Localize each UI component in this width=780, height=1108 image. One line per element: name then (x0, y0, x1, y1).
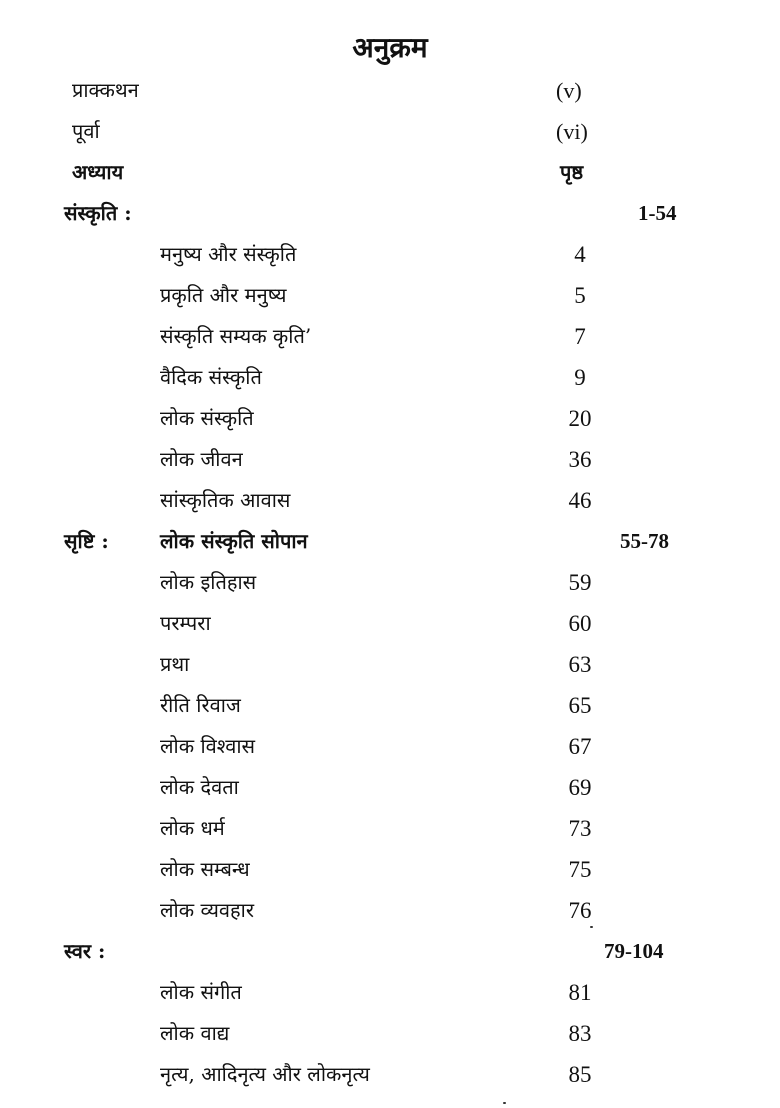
print-speck (503, 1102, 506, 1104)
toc-entry-row (0, 480, 780, 521)
toc-entry-page: 73 (568, 816, 592, 841)
front-matter-label: प्राक्कथन (72, 78, 139, 102)
toc-entry-label: सांस्कृतिक आवास (160, 488, 291, 512)
toc-entry-row (0, 398, 780, 439)
toc-entry-page: 4 (574, 242, 586, 267)
toc-entry-page: 76 (568, 898, 592, 923)
front-matter-row (0, 111, 780, 152)
toc-entry-page: 65 (568, 693, 592, 718)
front-matter-page: (vi) (556, 119, 588, 144)
chapter-column-header: अध्याय (72, 160, 124, 184)
toc-entry-row (0, 275, 780, 316)
toc-entry-label: लोक व्यवहार (160, 898, 254, 922)
toc-entry-label: नृत्य, आदिनृत्य और लोकनृत्य (160, 1062, 370, 1086)
section-page-range: 79-104 (604, 939, 664, 963)
section-page-range: 1-54 (638, 201, 677, 225)
section-row (0, 193, 780, 234)
toc-entry-page: 75 (568, 857, 592, 882)
toc-entry-page: 67 (568, 734, 592, 759)
toc-entry-row (0, 808, 780, 849)
toc-entry-label: परम्परा (160, 611, 211, 635)
toc-entry-label: वैदिक संस्कृति (160, 365, 262, 389)
toc-entry-row (0, 849, 780, 890)
front-matter-row (0, 70, 780, 111)
toc-entry-page: 81 (568, 980, 592, 1005)
toc-entry-row (0, 562, 780, 603)
toc-entry-row (0, 439, 780, 480)
section-row (0, 521, 780, 562)
toc-entry-page: 46 (568, 488, 592, 513)
toc-entry-row (0, 316, 780, 357)
front-matter-page: (v) (556, 78, 582, 103)
toc-entry-label: लोक विश्वास (160, 734, 256, 758)
toc-entry-page: 63 (568, 652, 592, 677)
toc-entry-label: संस्कृति सम्यक कृति’ (160, 324, 312, 348)
toc-entry-row (0, 1054, 780, 1095)
toc-entry-row (0, 603, 780, 644)
section-label: सृष्टि : (64, 529, 109, 553)
toc-entry-row (0, 234, 780, 275)
toc-entry-page: 85 (568, 1062, 592, 1087)
toc-entry-row (0, 644, 780, 685)
toc-entry-row (0, 357, 780, 398)
toc-entry-page: 59 (568, 570, 592, 595)
page-title: अनुक्रम (352, 31, 428, 64)
print-speck (590, 926, 593, 928)
toc-entry-page: 20 (568, 406, 592, 431)
toc-entry-row (0, 726, 780, 767)
toc-entry-label: प्रकृति और मनुष्य (160, 283, 287, 307)
toc-entry-label: लोक सम्बन्ध (160, 857, 250, 881)
section-row (0, 931, 780, 972)
toc-entry-row (0, 972, 780, 1013)
toc-entry-label: लोक इतिहास (160, 570, 257, 594)
toc-entry-row (0, 890, 780, 931)
toc-entry-label: प्रथा (160, 652, 190, 676)
toc-entry-label: रीति रिवाज (160, 693, 241, 717)
toc-entry-label: लोक संस्कृति (160, 406, 254, 430)
toc-entry-page: 5 (574, 283, 586, 308)
toc-entry-label: लोक वाद्य (160, 1021, 230, 1045)
toc-entry-page: 36 (568, 447, 592, 472)
toc-entry-page: 60 (568, 611, 592, 636)
section-label: संस्कृति : (64, 201, 132, 225)
toc-entry-page: 9 (574, 365, 586, 390)
column-header-row (0, 152, 780, 193)
section-label: स्वर : (64, 939, 106, 963)
toc-entry-label: लोक धर्म (160, 816, 225, 840)
toc-entry-page: 69 (568, 775, 592, 800)
toc-entry-page: 7 (574, 324, 586, 349)
toc-entry-label: मनुष्य और संस्कृति (160, 242, 297, 266)
toc-entry-row (0, 685, 780, 726)
front-matter-label: पूर्वा (72, 119, 100, 143)
section-page-range: 55-78 (620, 529, 669, 553)
toc-entry-row (0, 1013, 780, 1054)
page-column-header: पृष्ठ (560, 160, 584, 184)
toc-entry-page: 83 (568, 1021, 592, 1046)
toc-entry-label: लोक देवता (160, 775, 239, 799)
toc-entry-label: लोक जीवन (160, 447, 243, 471)
toc-entry-row (0, 767, 780, 808)
section-subtitle: लोक संस्कृति सोपान (160, 529, 308, 553)
toc-entry-label: लोक संगीत (160, 980, 242, 1004)
